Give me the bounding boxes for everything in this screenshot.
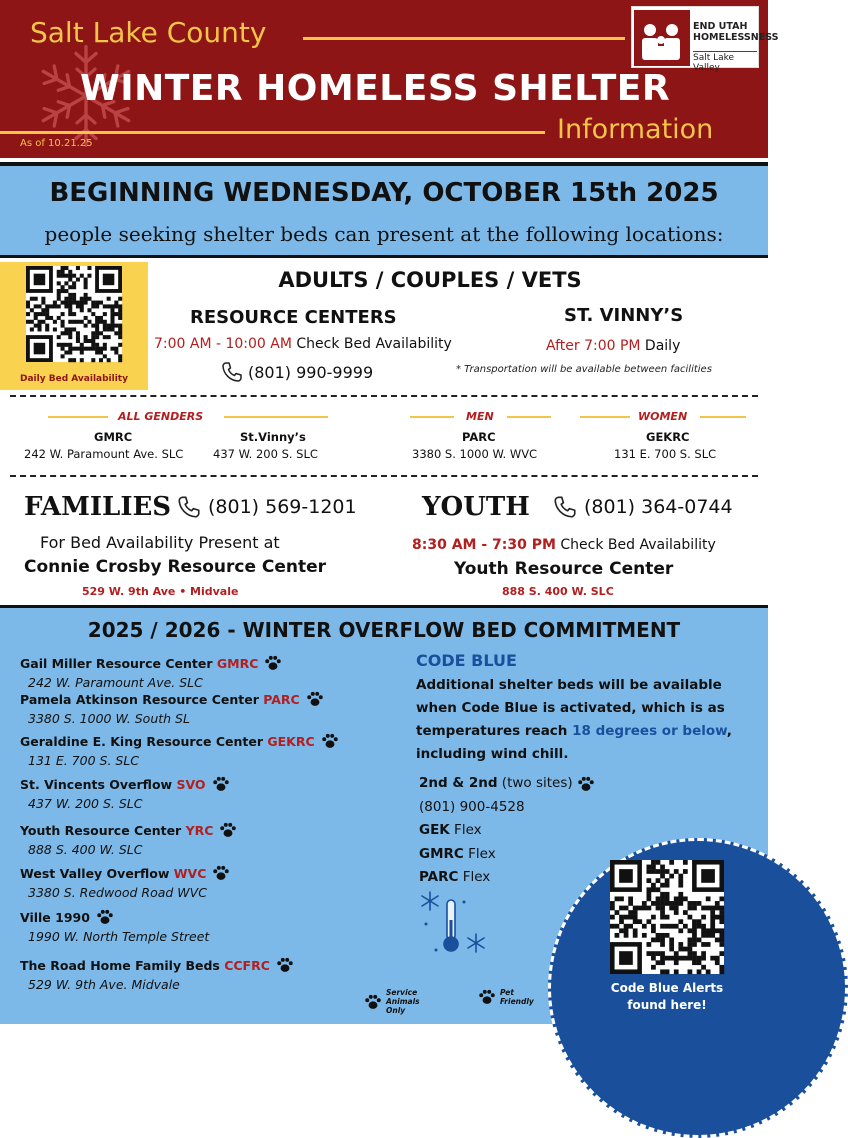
paw-icon [96,909,114,925]
overflow-item-address: 529 W. 9th Ave. Midvale [28,977,180,992]
overflow-item [20,865,230,900]
location-address: 437 W. 200 S. SLC [213,447,318,461]
paw-icon [364,994,382,1010]
shelter-abbr: GEKRC [267,733,315,749]
paw-icon [478,989,496,1005]
code-blue-sites [419,772,595,890]
code-blue-flex [419,843,595,867]
category-rule [580,416,630,418]
code-blue-phone[interactable]: (801) 900-4528 [419,798,525,815]
phone-number[interactable]: (801) 990-9999 [248,362,374,382]
qr-code-icon[interactable] [610,860,724,974]
header-rule [0,131,545,134]
location-address: 131 E. 700 S. SLC [614,447,717,461]
youth-address: 888 S. 400 W. SLC [502,585,614,598]
families-title: FAMILIES [24,492,172,522]
youth-center: Youth Resource Center [454,559,674,579]
as-of-date: As of 10.21.25 [20,138,93,149]
shelter-name: Youth Resource Center [20,822,182,838]
header-subtitle: Information [557,114,714,145]
shelter-abbr: PARC [263,691,300,707]
code-blue-site [419,772,595,796]
category-rule [700,416,746,418]
shelter-abbr: SVO [176,776,206,792]
overflow-item [20,655,282,690]
logo-subtext: Salt Lake Valley [693,53,735,73]
overflow-item [20,691,324,726]
resource-centers-phone[interactable] [220,360,373,384]
category-all-genders: ALL GENDERS [118,410,204,423]
hours-text: Daily [640,338,681,354]
header [0,0,779,158]
banner-subtitle: people seeking shelter beds can present at the following locations: [44,222,724,246]
code-blue-text: Additional shelter beds will be available when Code Blue is activated, which is as temperatures reach [416,677,725,739]
location-address: 242 W. Paramount Ave. SLC [24,447,184,461]
paw-icon [264,655,282,671]
hours-time: 7:00 AM - 10:00 AM [154,336,292,352]
overflow-item [20,957,294,992]
families-center: Connie Crosby Resource Center [24,557,327,577]
paw-icon [219,822,237,838]
legend-service-animals [364,988,432,1015]
phone-icon [176,494,202,520]
logo [631,6,779,73]
overflow-item-name [20,776,230,792]
location-name: PARC [462,430,496,444]
site-note: (two sites) [497,775,573,791]
shelter-abbr: CCFRC [224,957,270,973]
code-blue-flex [419,819,595,843]
overflow-item-address: 242 W. Paramount Ave. SLC [28,675,203,690]
paw-icon [212,776,230,792]
overflow-item-name [20,691,324,707]
hours-text: Check Bed Availability [291,336,452,352]
code-blue-qr-label: Code Blue Alerts found here! [610,981,724,1012]
overflow-item-address: 3380 S. Redwood Road WVC [28,885,207,900]
category-rule [507,416,551,418]
banner-title: BEGINNING WEDNESDAY, OCTOBER 15th 2025 [49,178,719,208]
code-blue-threshold: 18 degrees or below [572,723,727,739]
overflow-item [20,776,230,811]
shelter-name: West Valley Overflow [20,865,170,881]
phone-icon [552,494,578,520]
county-title: Salt Lake County [30,16,267,49]
start-banner [0,162,768,258]
paw-icon [276,957,294,973]
overflow-item-name [20,957,294,973]
overflow-item-name [20,909,209,925]
paw-icon [577,776,595,792]
code-blue-title: CODE BLUE [416,651,517,670]
location-name: St.Vinny’s [240,430,306,444]
overflow-title: 2025 / 2026 - WINTER OVERFLOW BED COMMITMENT [87,618,681,642]
shelter-name: The Road Home Family Beds [20,957,220,973]
code-blue-text: , including wind chill. [416,723,732,762]
shelter-abbr: GMRC [216,655,259,671]
shelter-name: Ville 1990 [20,909,90,925]
hours-time: 8:30 AM - 7:30 PM [412,537,556,553]
shelter-name: Pamela Atkinson Resource Center [20,691,259,707]
overflow-item-address: 3380 S. 1000 W. South SL [28,711,190,726]
adults-section-title: ADULTS / COUPLES / VETS [278,268,582,292]
category-rule [224,416,328,418]
site-name: 2nd & 2nd [419,775,498,791]
category-rule [48,416,108,418]
youth-hours [412,537,716,553]
site-name: GEK [419,822,450,838]
resource-centers-hours [154,336,452,352]
qr-code-icon[interactable] [26,266,122,362]
legend-pet-friendly [478,988,536,1006]
overflow-item-name [20,655,282,671]
site-note: Flex [463,845,496,862]
site-name: GMRC [419,845,464,862]
daily-qr-box[interactable] [0,262,148,390]
category-rule [410,416,454,418]
paw-icon [306,691,324,707]
shelter-abbr: WVC [173,865,207,881]
logo-text: END UTAH HOMELESSNESS [693,21,779,43]
resource-centers-title: RESOURCE CENTERS [190,307,397,328]
qr-label: Daily Bed Availability [20,374,128,384]
paw-icon [321,733,339,749]
location-name: GMRC [94,430,133,444]
phone-number[interactable]: (801) 569-1201 [208,496,357,518]
families-address: 529 W. 9th Ave • Midvale [82,585,239,598]
family-icon [634,10,690,66]
phone-icon [220,360,244,384]
location-address: 3380 S. 1000 W. WVC [412,447,538,461]
code-blue-description [416,674,761,766]
dashed-divider [10,475,758,477]
youth-phone[interactable] [552,494,733,520]
paw-icon [212,865,230,881]
site-note: Flex [449,822,482,838]
overflow-item-name [20,865,230,881]
overflow-item-address: 888 S. 400 W. SLC [28,842,143,857]
overflow-item-address: 1990 W. North Temple Street [28,929,210,944]
transport-note: * Transportation will be available between facilities [456,364,712,375]
page-title: WINTER HOMELESS SHELTER [80,68,671,109]
overflow-item [20,822,237,857]
location-name: GEKRC [646,430,690,444]
families-instructions: For Bed Availability Present at [40,533,280,552]
overflow-item-name [20,733,339,749]
shelter-abbr: YRC [185,822,214,838]
families-phone[interactable] [176,494,357,520]
category-men: MEN [466,410,494,423]
hours-text: Check Bed Availability [555,537,716,553]
overflow-item [20,909,209,944]
overflow-item [20,733,339,768]
overflow-item-name [20,822,237,838]
youth-title: YOUTH [422,492,530,522]
site-note: Flex [458,869,491,885]
shelter-name: Geraldine E. King Resource Center [20,733,263,749]
legend-label: Pet Friendly [500,988,534,1006]
phone-number[interactable]: (801) 364-0744 [584,496,733,518]
thermometer-icon [418,890,488,958]
shelter-name: St. Vincents Overflow [20,776,173,792]
overflow-section [0,605,768,1024]
st-vinnys-title: ST. VINNY’S [564,305,684,326]
st-vinnys-hours [546,338,680,354]
overflow-item-address: 437 W. 200 S. SLC [28,796,143,811]
logo-divider [693,51,757,52]
hours-time: After 7:00 PM [546,338,641,354]
header-rule [303,37,625,40]
category-women: WOMEN [638,410,688,423]
site-name: PARC [419,869,459,885]
legend-label: Service Animals Only [386,988,420,1015]
shelter-name: Gail Miller Resource Center [20,655,213,671]
dashed-divider [10,395,758,397]
overflow-item-address: 131 E. 700 S. SLC [28,753,140,768]
code-blue-flex [419,866,595,890]
